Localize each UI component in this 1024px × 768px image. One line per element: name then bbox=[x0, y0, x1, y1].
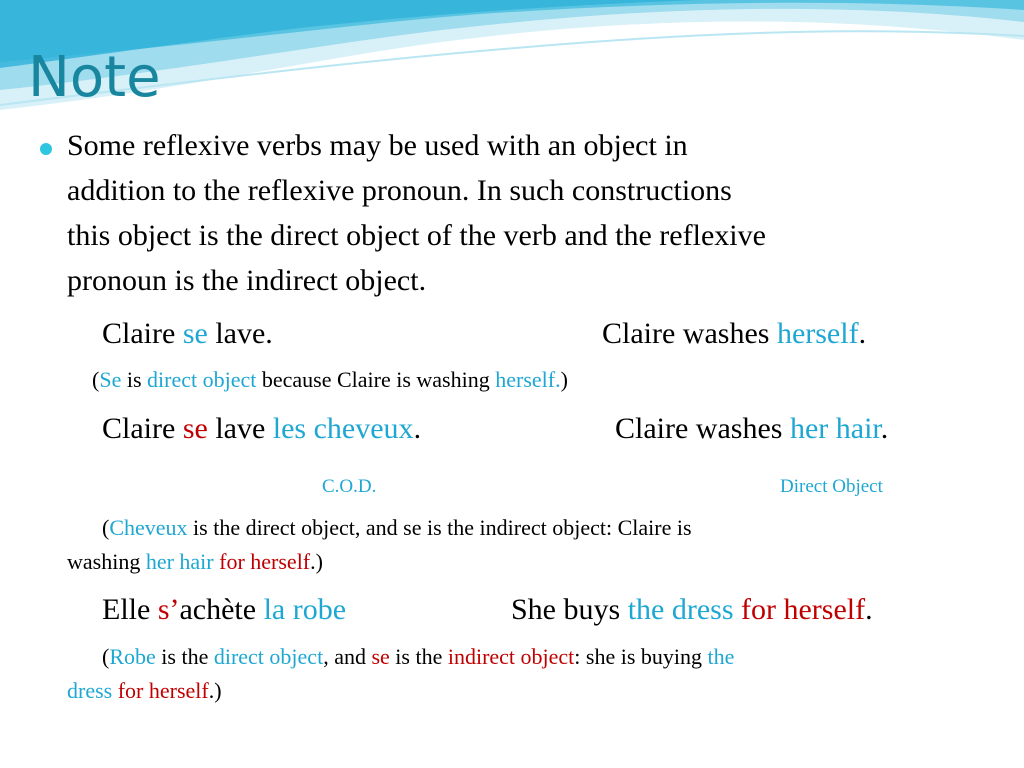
text-segment-highlight: se bbox=[182, 412, 208, 445]
intro-line-1: Some reflexive verbs may be used with an object in bbox=[67, 129, 688, 162]
text-segment-highlight: direct object bbox=[213, 644, 324, 669]
text-segment-highlight: Se bbox=[99, 367, 122, 392]
text-segment-highlight: la robe bbox=[263, 593, 347, 626]
text-segment-highlight: for herself bbox=[741, 593, 866, 626]
text-segment-highlight: for herself bbox=[117, 678, 209, 703]
text-segment: is the bbox=[389, 644, 448, 669]
text-segment: is the bbox=[155, 644, 214, 669]
text-segment: washing bbox=[67, 549, 146, 574]
text-segment-highlight: her hair bbox=[145, 549, 214, 574]
explanation-3-line-1 bbox=[102, 646, 734, 668]
text-segment: Claire bbox=[102, 412, 183, 445]
text-segment: .) bbox=[208, 678, 222, 703]
text-segment: ( bbox=[92, 367, 100, 392]
text-segment: ) bbox=[560, 367, 568, 392]
text-segment-highlight: herself bbox=[776, 317, 859, 350]
intro-line-2: addition to the reflexive pronoun. In such constructions bbox=[67, 174, 732, 207]
text-segment-highlight: indirect object bbox=[447, 644, 575, 669]
text-segment: Claire bbox=[102, 317, 183, 350]
text-segment-highlight: s’ bbox=[157, 593, 180, 626]
text-segment: .) bbox=[310, 549, 323, 574]
example-1-english bbox=[602, 319, 866, 349]
text-segment-highlight: her hair bbox=[789, 412, 881, 445]
text-segment: Claire washes bbox=[615, 412, 790, 445]
example-2-english bbox=[615, 414, 888, 444]
label-cod: C.O.D. bbox=[322, 476, 377, 497]
text-segment: She buys bbox=[511, 593, 628, 626]
text-segment-highlight: direct object bbox=[147, 367, 257, 392]
label-direct-object: Direct Object bbox=[780, 476, 883, 497]
example-1-french bbox=[102, 319, 273, 349]
bullet-icon bbox=[40, 143, 52, 155]
text-segment: lave bbox=[207, 412, 273, 445]
text-segment-highlight: se bbox=[182, 317, 208, 350]
text-segment: . bbox=[865, 593, 873, 626]
explanation-2-line-1 bbox=[102, 517, 692, 539]
example-3-french bbox=[102, 595, 346, 625]
text-segment: is the direct object, and se is the indirect object: Claire is bbox=[187, 515, 692, 540]
text-segment: , and bbox=[323, 644, 372, 669]
intro-line-4: pronoun is the indirect object. bbox=[67, 264, 427, 297]
text-segment: because Claire is washing bbox=[256, 367, 496, 392]
text-segment-highlight: herself. bbox=[495, 367, 561, 392]
example-3-english bbox=[511, 595, 873, 625]
text-segment: . bbox=[880, 412, 889, 445]
intro-line-3: this object is the direct object of the verb and the reflexive bbox=[67, 219, 766, 252]
text-segment-highlight: the dress bbox=[627, 593, 734, 626]
text-segment: . bbox=[858, 317, 867, 350]
explanation-1 bbox=[92, 369, 568, 391]
text-segment-highlight: for herself bbox=[219, 549, 311, 574]
explanation-3-line-2 bbox=[67, 680, 222, 702]
slide-title: Note bbox=[28, 45, 161, 110]
text-segment-highlight: the bbox=[707, 644, 735, 669]
text-segment: lave. bbox=[207, 317, 273, 350]
text-segment: ( bbox=[102, 644, 110, 669]
text-segment-highlight: Cheveux bbox=[109, 515, 188, 540]
text-segment-highlight: se bbox=[371, 644, 390, 669]
example-2-french bbox=[102, 414, 421, 444]
explanation-2-line-2 bbox=[67, 551, 323, 573]
text-segment: : she is buying bbox=[574, 644, 708, 669]
text-segment: ( bbox=[102, 515, 110, 540]
text-segment: Elle bbox=[102, 593, 158, 626]
text-segment-highlight: Robe bbox=[109, 644, 156, 669]
text-segment-highlight: les cheveux bbox=[272, 412, 414, 445]
text-segment: . bbox=[413, 412, 422, 445]
text-segment: achète bbox=[179, 593, 264, 626]
text-segment bbox=[734, 593, 742, 626]
text-segment: is bbox=[121, 367, 148, 392]
text-segment-highlight: dress bbox=[67, 678, 113, 703]
text-segment: Claire washes bbox=[602, 317, 777, 350]
